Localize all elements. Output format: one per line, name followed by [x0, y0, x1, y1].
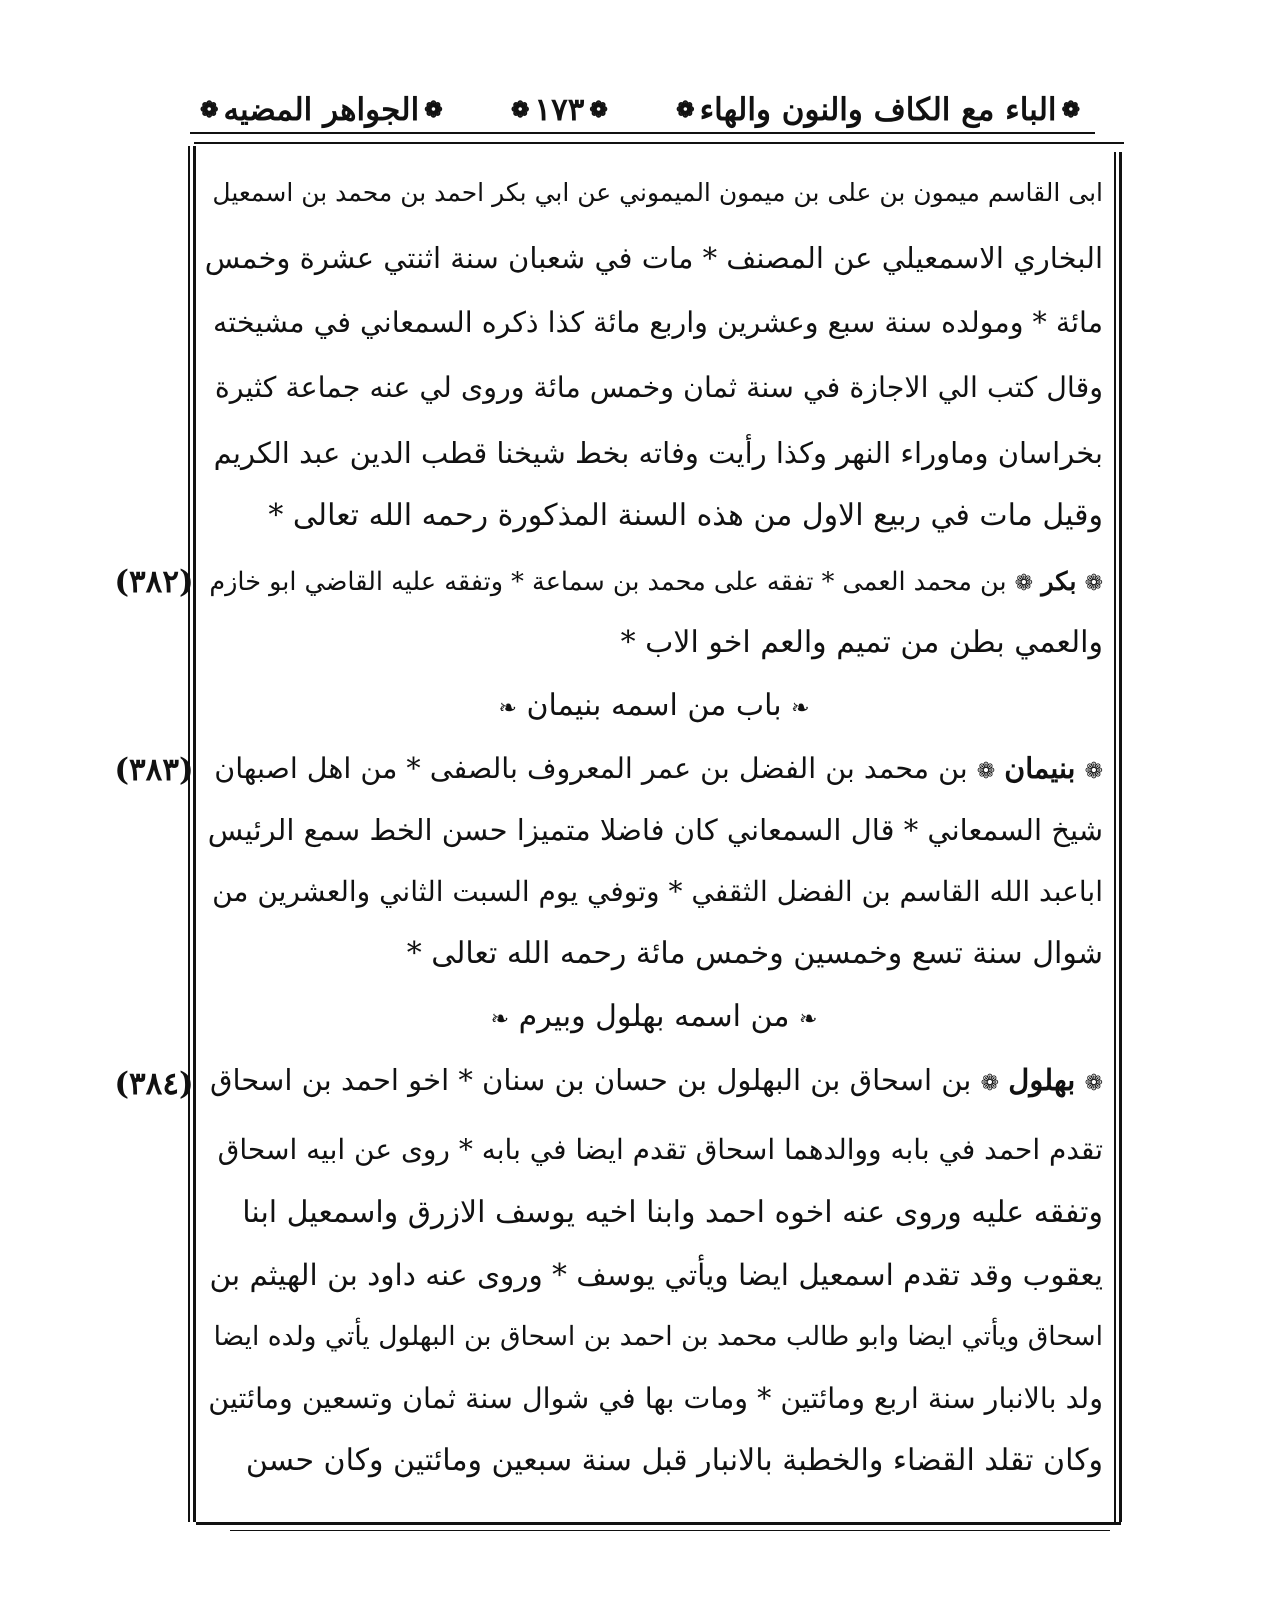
entry-384-first-line: [205, 1050, 1103, 1110]
text-line: تقدم احمد في بابه ووالدهما اسحاق تقدم ايضا في بابه * روى عن ابيه اسحاق: [217, 1133, 1103, 1166]
entry-382-first-line: [205, 552, 1103, 612]
frame-border-left: [188, 146, 196, 1522]
entry-name: بنيمان: [1004, 751, 1076, 785]
text-line: بخراسان وماوراء النهر وكذا رأيت وفاته بخط شيخنا قطب الدين عبد الكريم: [213, 436, 1103, 470]
header-chapter-text: الباء مع الكاف والنون والهاء: [699, 92, 1057, 128]
ornament-icon: ❧: [490, 1007, 510, 1032]
section-heading-text: من اسمه بهلول وبيرم: [518, 999, 790, 1034]
ornament-icon: ❁: [1084, 571, 1103, 596]
entry-number: (٣٨٣): [114, 752, 194, 788]
ornament-icon: ❁: [424, 97, 443, 123]
entry-name: بهلول: [1008, 1063, 1076, 1097]
ornament-icon: ❁: [1061, 97, 1080, 123]
entry-name: بكر: [1041, 567, 1077, 597]
ornament-icon: ❧: [791, 696, 810, 721]
frame-border-right: [1114, 152, 1122, 1522]
ornament-icon: ❁: [200, 97, 219, 123]
ornament-icon: ❧: [498, 696, 517, 721]
text-line: شيخ السمعاني * قال السمعاني كان فاضلا متميزا حسن الخط سمع الرئيس: [207, 813, 1103, 847]
text-line: وقال كتب الي الاجازة في سنة ثمان وخمس مائة وروى لي عنه جماعة كثيرة: [214, 371, 1103, 404]
section-heading: [205, 676, 1103, 736]
footer-rule: [230, 1530, 1110, 1531]
ornament-icon: ❁: [1084, 1071, 1103, 1096]
entry-383-first-line: [205, 738, 1103, 798]
text-line: ولد بالانبار سنة اربع ومائتين * ومات بها في شوال سنة ثمان وتسعين ومائتين: [208, 1382, 1103, 1415]
ornament-icon: ❁: [589, 97, 608, 123]
book-title: الجواهر المضيه: [223, 92, 420, 128]
section-heading: [205, 987, 1103, 1047]
text-line: ابى القاسم ميمون بن على بن ميمون الميموني عن ابي بكر احمد بن محمد بن اسمعيل: [212, 178, 1103, 207]
text-line: وقيل مات في ربيع الاول من هذه السنة المذكورة رحمه الله تعالى *: [268, 498, 1103, 533]
ornament-icon: ❁: [676, 97, 695, 123]
section-heading-text: باب من اسمه بنيمان: [526, 688, 782, 723]
header-rule: [194, 142, 1124, 144]
entry-text: بن محمد العمى * تفقه على محمد بن سماعة * وتفقه عليه القاضي ابو خازم: [209, 567, 1007, 597]
header-rule: [190, 132, 1095, 134]
ornament-icon: ❁: [976, 759, 996, 784]
ornament-icon: ❁: [980, 1071, 1000, 1096]
text-line: والعمي بطن من تميم والعم اخو الاب *: [620, 625, 1103, 660]
entry-text: بن اسحاق بن البهلول بن حسان بن سنان * اخو احمد بن اسحاق: [209, 1063, 972, 1097]
text-line: مائة * ومولده سنة سبع وعشرين واربع مائة كذا ذكره السمعاني في مشيخته: [212, 306, 1103, 339]
running-header: [200, 82, 1080, 138]
entry-text: بن محمد بن الفضل بن عمر المعروف بالصفى * من اهل اصبهان: [214, 752, 968, 785]
text-line: اسحاق ويأتي ايضا وابو طالب محمد بن احمد بن اسحاق بن البهلول يأتي ولده ايضا: [213, 1321, 1103, 1352]
text-line: البخاري الاسمعيلي عن المصنف * مات في شعبان سنة اثنتي عشرة وخمس: [204, 241, 1103, 275]
header-book-title: [200, 92, 443, 128]
ornament-icon: ❁: [510, 97, 530, 123]
ornament-icon: ❁: [1014, 571, 1034, 596]
page-number: ١٧٣: [534, 92, 585, 128]
text-line: يعقوب وقد تقدم اسمعيل ايضا ويأتي يوسف * وروى عنه داود بن الهيثم بن: [209, 1258, 1103, 1292]
header-chapter: [676, 92, 1080, 128]
footer-rule: [196, 1522, 1121, 1525]
header-page-number: [511, 92, 608, 128]
ornament-icon: ❁: [1084, 759, 1103, 784]
text-line: وتفقه عليه وروى عنه اخوه احمد وابنا اخيه يوسف الازرق واسمعيل ابنا: [242, 1195, 1103, 1230]
ornament-icon: ❧: [798, 1007, 818, 1032]
entry-number: (٣٨٢): [114, 564, 194, 600]
text-line: اباعبد الله القاسم بن الفضل الثقفي * وتوفي يوم السبت الثاني والعشرين من: [212, 875, 1103, 908]
text-line: شوال سنة تسع وخمسين وخمس مائة رحمه الله تعالى *: [406, 936, 1103, 971]
text-line: وكان تقلد القضاء والخطبة بالانبار قبل سنة سبعين ومائتين وكان حسن: [245, 1443, 1103, 1478]
entry-number: (٣٨٤): [114, 1066, 194, 1102]
